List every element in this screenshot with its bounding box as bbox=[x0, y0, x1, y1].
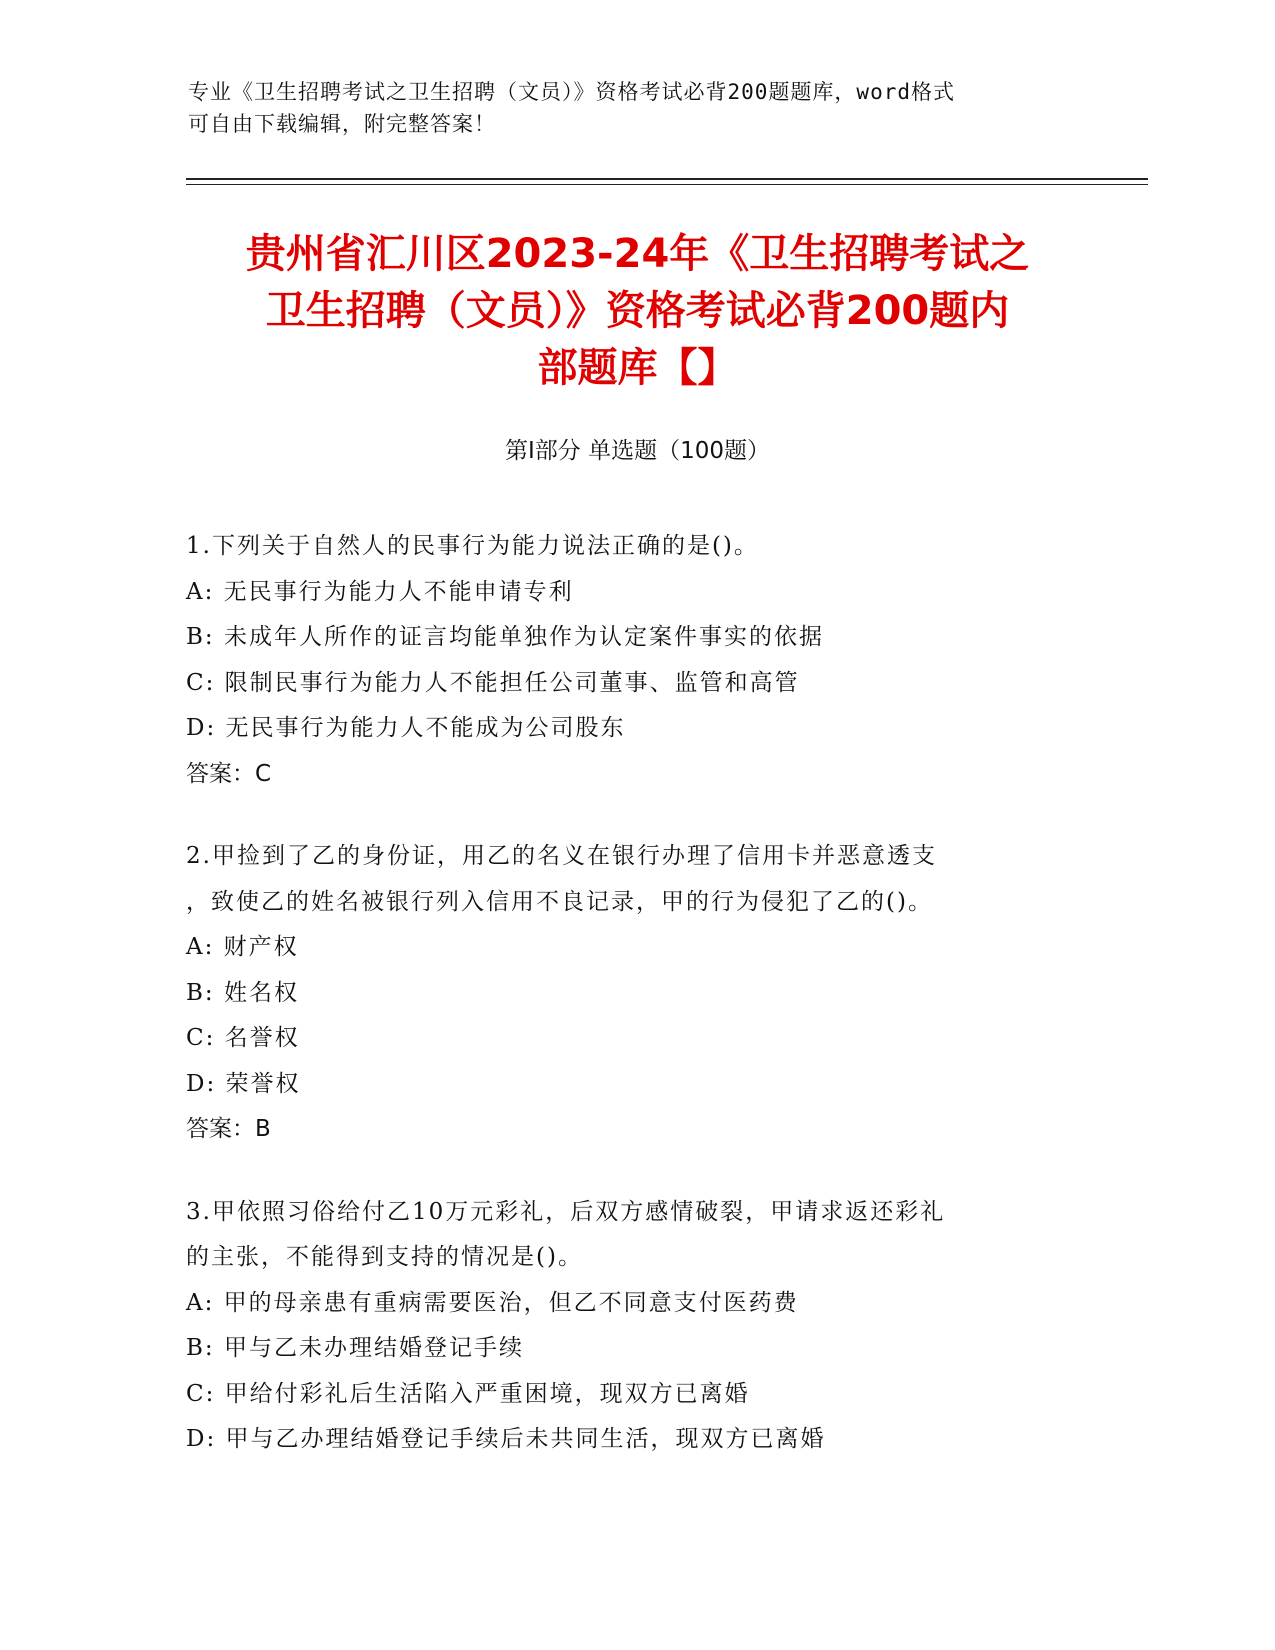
option-c: C: 名誉权 bbox=[186, 1025, 300, 1051]
answer: 答案：B bbox=[186, 1116, 271, 1142]
question-stem: 1.下列关于自然人的民事行为能力说法正确的是()。 bbox=[186, 533, 759, 559]
option-c: C: 限制民事行为能力人不能担任公司董事、监管和高管 bbox=[186, 669, 800, 696]
question-1 bbox=[186, 524, 1086, 797]
option-d: D: 荣誉权 bbox=[186, 1070, 301, 1097]
option-c: C: 甲给付彩礼后生活陷入严重困境，现双方已离婚 bbox=[186, 1380, 750, 1407]
question-stem: 2.甲捡到了乙的身份证，用乙的名义在银行办理了信用卡并恶意透支 bbox=[186, 843, 937, 869]
header-rule-thick bbox=[186, 178, 1148, 180]
option-a: A: 无民事行为能力人不能申请专利 bbox=[186, 578, 574, 605]
header-note bbox=[188, 76, 1068, 140]
option-d: D: 无民事行为能力人不能成为公司股东 bbox=[186, 715, 626, 741]
question-2 bbox=[186, 834, 1086, 1153]
option-b: B: 甲与乙未办理结婚登记手续 bbox=[186, 1335, 524, 1361]
option-d: D: 甲与乙办理结婚登记手续后未共同生活，现双方已离婚 bbox=[186, 1426, 826, 1452]
document-title-line-1: 贵州省汇川区2023-24年《卫生招聘考试之 bbox=[245, 231, 1030, 277]
header-note-line-2: 可自由下载编辑，附完整答案！ bbox=[188, 112, 496, 136]
question-stem: 3.甲依照习俗给付乙10万元彩礼，后双方感情破裂，甲请求返还彩礼 bbox=[186, 1198, 946, 1225]
option-a: A: 甲的母亲患有重病需要医治，但乙不同意支付医药费 bbox=[186, 1289, 799, 1316]
question-stem-continued: 的主张，不能得到支持的情况是()。 bbox=[186, 1244, 583, 1270]
question-stem-continued: ，致使乙的姓名被银行列入信用不良记录，甲的行为侵犯了乙的()。 bbox=[186, 888, 933, 915]
question-3 bbox=[186, 1190, 1086, 1463]
header-note-line-1: 专业《卫生招聘考试之卫生招聘（文员）》资格考试必背200题题库，word格式 bbox=[188, 80, 955, 104]
option-b: B: 未成年人所作的证言均能单独作为认定案件事实的依据 bbox=[186, 624, 824, 650]
option-b: B: 姓名权 bbox=[186, 979, 299, 1006]
header-rule-thin bbox=[186, 184, 1148, 185]
option-a: A: 财产权 bbox=[186, 934, 299, 960]
answer: 答案：C bbox=[186, 760, 272, 787]
question-list bbox=[186, 524, 1086, 1500]
document-title bbox=[170, 226, 1105, 397]
document-title-line-3: 部题库【】 bbox=[537, 345, 738, 391]
section-heading: 第I部分 单选题（100题） bbox=[505, 438, 770, 464]
document-title-line-2: 卫生招聘（文员）》资格考试必背200题内 bbox=[265, 288, 1010, 334]
